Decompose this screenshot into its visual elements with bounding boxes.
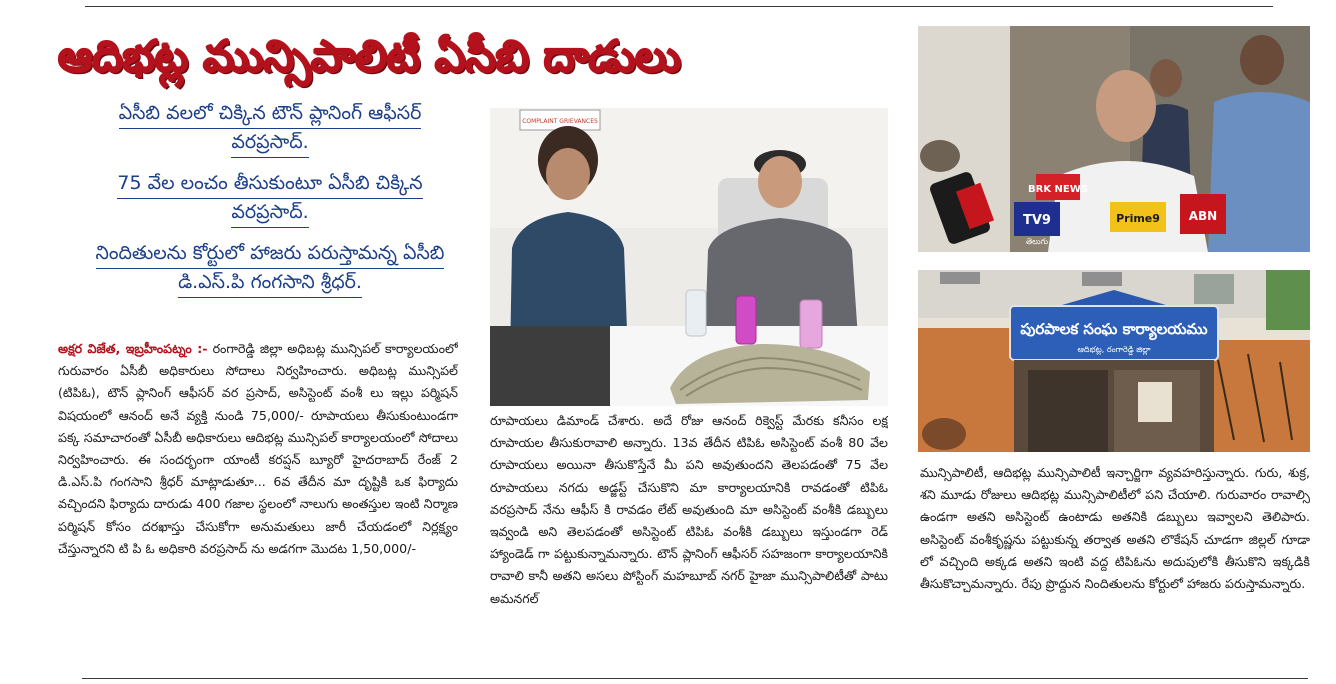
subhead-3	[58, 240, 482, 298]
subhead-1	[58, 100, 482, 158]
subhead-3-line-1: నిందితులను కోర్టులో హాజరు పరుస్తామన్న ఏసీబి	[96, 240, 445, 269]
mic-label-prime9: Prime9	[1116, 212, 1160, 225]
subhead-2-line-2: వరప్రసాద్.	[231, 199, 308, 228]
mic-label-telugu: తెలుగు	[1025, 237, 1049, 246]
bottom-rule	[82, 678, 1308, 679]
top-rule	[85, 6, 1273, 7]
article-column-1	[58, 338, 458, 664]
article-column-2: రూపాయలు డిమాండ్ చేశారు. అదే రోజు ఆనంద్ రిక్వెస్ట్ మేరకు కనీసం లక్ష రూపాయల తీసుకురావాలి అన్నారు. 13వ తేదీన టిపిఓ అసిస్టెంట్ వంశీ 80 వేల రూపాయలు అయినా తీసుకొస్తేనే మీ పని అవుతుందని తెలపడంతో 75 వేల రూపాయలు నగదు అడ్జస్ట్ చేసుకొని మా కార్యాలయానికి రావడంతో టిపిఓ వరప్రసాద్ నేను ఆఫీస్ కి రావడం లేట్ అవుతుంది మా అసిస్టెంట్ వంశీకి డబ్బులు ఇవ్వండి అని తెలపడంతో అసిస్టెంట్ టిపిఓ వంశీకి డబ్బులు ఇస్తుండగా రెడ్ హ్యాండెడ్ గా పట్టుకున్నామన్నారు. టౌన్ ప్లానింగ్ ఆఫీసర్ సహజంగా కార్యాలయానికి రావాలి కానీ అతని అసలు పోస్టింగ్ మహబూబ్ నగర్ హైజా మున్సిపాలిటీతో పాటు అమనగల్	[490, 413, 888, 606]
mic-label-brk: BRK NEWS	[1028, 184, 1088, 195]
subhead-2-line-1: 75 వేల లంచం తీసుకుంటూ ఏసీబి చిక్కిన	[117, 170, 422, 199]
poster-text: COMPLAINT GRIEVANCES	[522, 118, 598, 125]
office-sign-sub: ఆదిభట్ల, రంగారెడ్డి జిల్లా	[1077, 345, 1151, 354]
photo-municipal-office	[918, 270, 1310, 452]
subheadings	[58, 100, 482, 310]
dateline: అక్షర విజేత, ఇబ్రహీంపట్నం :-	[58, 341, 208, 356]
office-sign-main: పురపాలక సంఘ కార్యాలయము	[1020, 320, 1208, 338]
photo-dsp-press-briefing	[918, 26, 1310, 252]
article-column-1-text: రంగారెడ్డి జిల్లా అధిబట్ల మున్సిపల్ కార్యాలయంలో గురువారం ఏసీబీ అధికారులు సోదాలు నిర్వహించారు. అధిబట్ల మున్సిపల్ (టిపిఓ), టౌన్ ప్లానింగ్ ఆఫీసర్ వర ప్రసాద్, అసిస్టెంట్ వంశీ లు ఇల్లు పర్మిషన్ విషయంలో ఆనంద్ అనే వ్యక్తి నుండి 75,000/- రూపాయలు తీసుకుంటుండగా పక్క సమాచారంతో ఏసీబీ అధికారులు ఆదిభట్ల మున్సిపల్ కార్యాలయంలో సోదాలు నిర్వహించారు. ఈ సందర్భంగా యాంటీ కరప్షన్ బ్యూరో హైదరాబాద్ రేంజ్ 2 డి.ఎస్.పి గంగసాని శ్రీధర్ మాట్లాడుతూ... 6వ తేదీన మా దృష్టికి ఒక ఫిర్యాదు వచ్చిందని ఫిర్యాదు దారుడు 400 గజాల స్థలంలో నాలుగు అంతస్తుల ఇంటి నిర్మాణ పర్మిషన్ కోసం దరఖాస్తు చేసుకోగా అనుమతులు జారీ చేయడంలో నిర్లక్ష్యం చేస్తున్నారని టి పి ఓ అధికారి వరప్రసాద్ ను అడగగా మొదట 1,50,000/-	[58, 341, 458, 556]
mic-label-abn: ABN	[1188, 209, 1218, 223]
subhead-1-line-2: వరప్రసాద్.	[231, 129, 308, 158]
mic-label-tv9: TV9	[1023, 213, 1051, 228]
headline: ఆదిభట్ల మున్సిపాలిటీ ఏసీబి దాడులు	[58, 32, 681, 82]
subhead-3-line-2: డి.ఎస్.పి గంగసాని శ్రీధర్.	[178, 269, 362, 298]
article-column-3: మున్సిపాలిటీ, ఆదిభట్ల మున్సిపాలిటీ ఇన్చార్జిగా వ్యవహరిస్తున్నారు. గురు, శుక్ర, శని మూడు రోజులు ఆదిభట్ల మున్సిపాలిటీలో పని చేయాలి. గురువారం రావాల్సి ఉండగా అతని అసిస్టెంట్ ఉంటాడు అతనికి డబ్బులు ఇవ్వాలని తెలిపారు. అసిస్టెంట్ వంశీకృష్ణను పట్టుకున్న తర్వాత అతని లొకేషన్ చూడగా జిల్లల్ గూడా లో వచ్చింది అక్కడ అతని ఇంటి వద్ద టిపిఓను అదుపులోకి తీసుకొని ఇక్కడికి తీసుకొచ్చామన్నారు. రేపు ప్రొద్దున నిందితులను కోర్టులో హాజరు పరుస్తామన్నారు.	[920, 465, 1310, 592]
photo-accused-with-seized-cash	[490, 108, 888, 406]
subhead-2	[58, 170, 482, 228]
subhead-1-line-1: ఏసీబి వలలో చిక్కిన టౌన్ ప్లానింగ్ ఆఫీసర్	[119, 100, 422, 129]
